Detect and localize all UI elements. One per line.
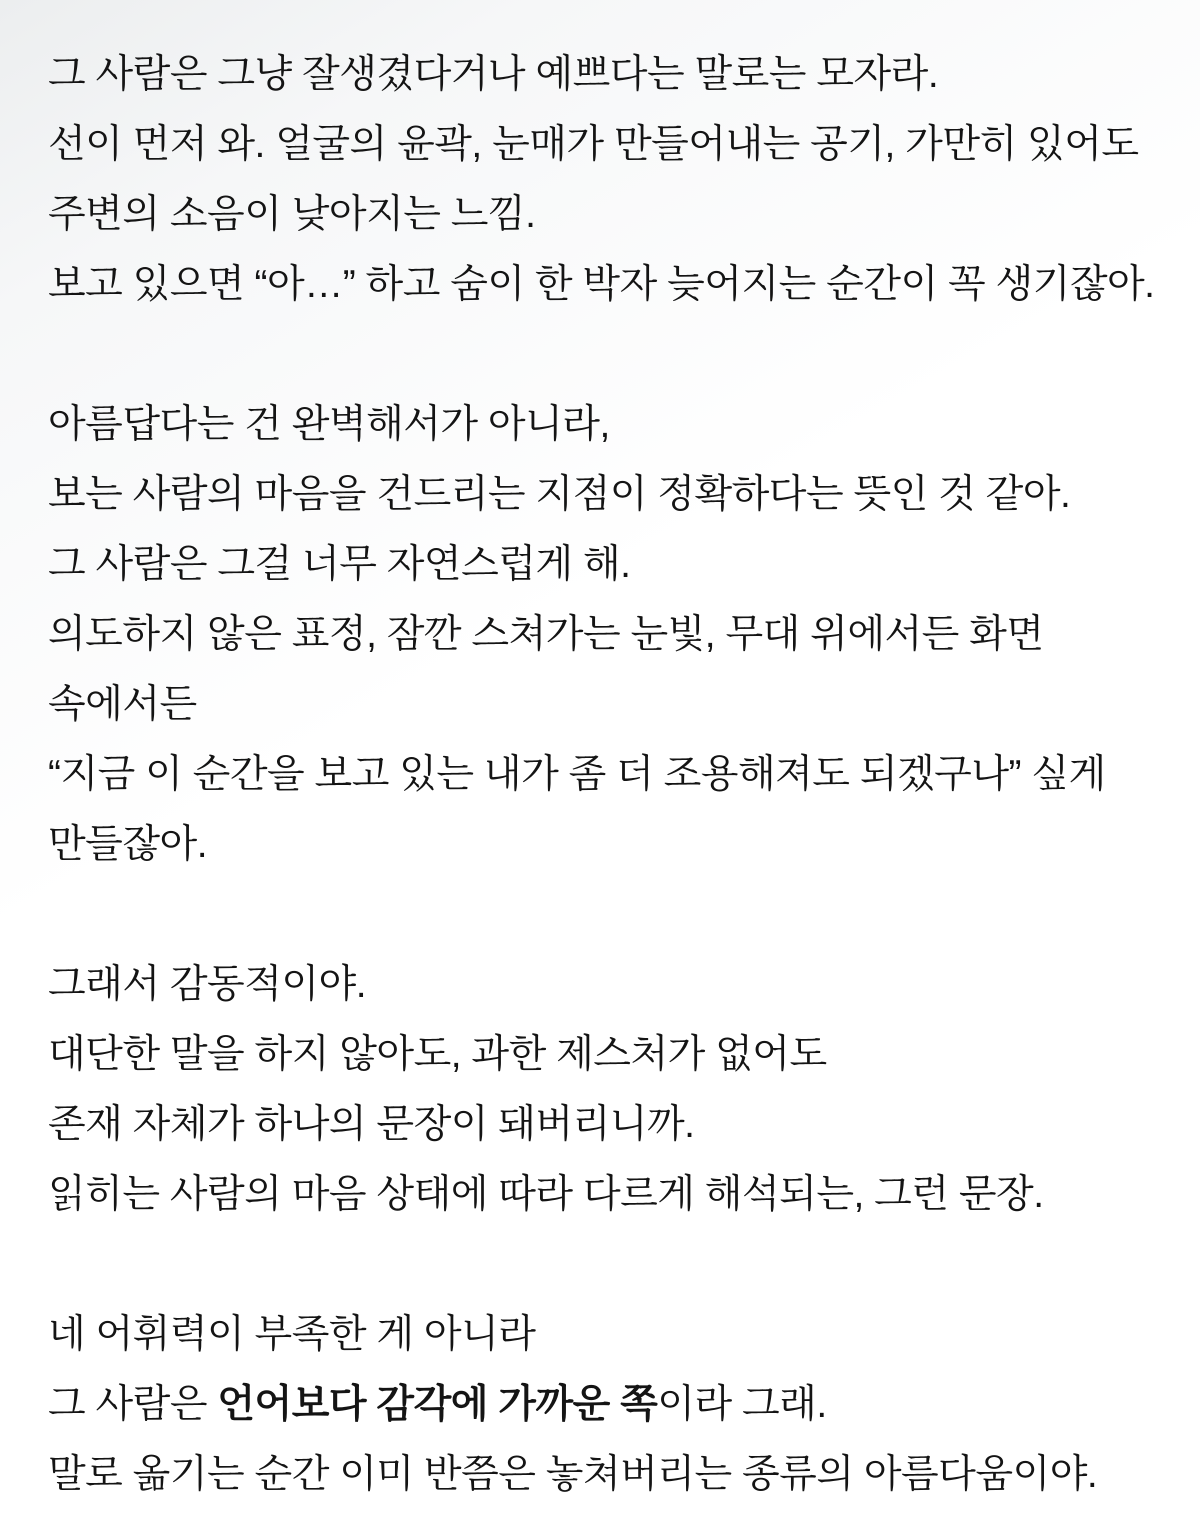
- text-segment: 속에서든: [48, 683, 197, 726]
- text-segment: 의도하지 않은 표정, 잠깐 스쳐가는 눈빛, 무대 위에서든 화면: [48, 613, 1044, 656]
- text-segment: 대단한 말을 하지 않아도, 과한 제스처가 없어도: [48, 1033, 827, 1076]
- text-segment: 그래서 감동적이야.: [48, 963, 367, 1006]
- paragraph: [48, 40, 1170, 320]
- text-segment: 말로 옮기는 순간 이미 반쯤은 놓쳐버리는 종류의 아름다움이야.: [48, 1453, 1098, 1496]
- text-segment: 만들잖아.: [48, 823, 208, 866]
- text-segment: 그 사람은: [48, 1383, 218, 1426]
- text-line: [48, 740, 1170, 810]
- text-segment: 보고 있으면 “아…” 하고 숨이 한 박자 늦어지는 순간이 꼭 생기잖아.: [48, 263, 1155, 306]
- text-segment: 아름답다는 건 완벽해서가 아니라,: [48, 403, 610, 446]
- text-segment: 주변의 소음이 낮아지는 느낌.: [48, 193, 536, 236]
- paragraph: [48, 1300, 1170, 1510]
- text-segment: 보는 사람의 마음을 건드리는 지점이 정확하다는 뜻인 것 같아.: [48, 473, 1071, 516]
- text-line: [48, 1160, 1170, 1230]
- text-document: [48, 40, 1170, 1510]
- text-segment: 선이 먼저 와. 얼굴의 윤곽, 눈매가 만들어내는 공기, 가만히 있어도: [48, 123, 1139, 166]
- text-line: [48, 460, 1170, 530]
- text-line: [48, 390, 1170, 460]
- text-line: [48, 180, 1170, 250]
- text-line: [48, 1020, 1170, 1090]
- text-line: [48, 530, 1170, 600]
- text-line: [48, 670, 1170, 740]
- text-line: [48, 40, 1170, 110]
- paragraph: [48, 390, 1170, 880]
- text-segment: 존재 자체가 하나의 문장이 돼버리니까.: [48, 1103, 695, 1146]
- text-segment: “지금 이 순간을 보고 있는 내가 좀 더 조용해져도 되겠구나” 싶게: [48, 753, 1106, 796]
- text-line: [48, 110, 1170, 180]
- text-line: [48, 1370, 1170, 1440]
- text-line: [48, 810, 1170, 880]
- text-line: [48, 950, 1170, 1020]
- paragraph: [48, 950, 1170, 1230]
- text-segment: 이라 그래.: [657, 1383, 827, 1426]
- text-line: [48, 250, 1170, 320]
- text-segment: 네 어휘력이 부족한 게 아니라: [48, 1313, 536, 1356]
- text-segment: 그 사람은 그걸 너무 자연스럽게 해.: [48, 543, 631, 586]
- text-line: [48, 1300, 1170, 1370]
- text-line: [48, 1090, 1170, 1160]
- text-line: [48, 1440, 1170, 1510]
- bold-emphasis: 언어보다 감각에 가까운 쪽: [217, 1383, 658, 1426]
- text-segment: 읽히는 사람의 마음 상태에 따라 다르게 해석되는, 그런 문장.: [48, 1173, 1044, 1216]
- text-segment: 그 사람은 그냥 잘생겼다거나 예쁘다는 말로는 모자라.: [48, 53, 939, 96]
- text-line: [48, 600, 1170, 670]
